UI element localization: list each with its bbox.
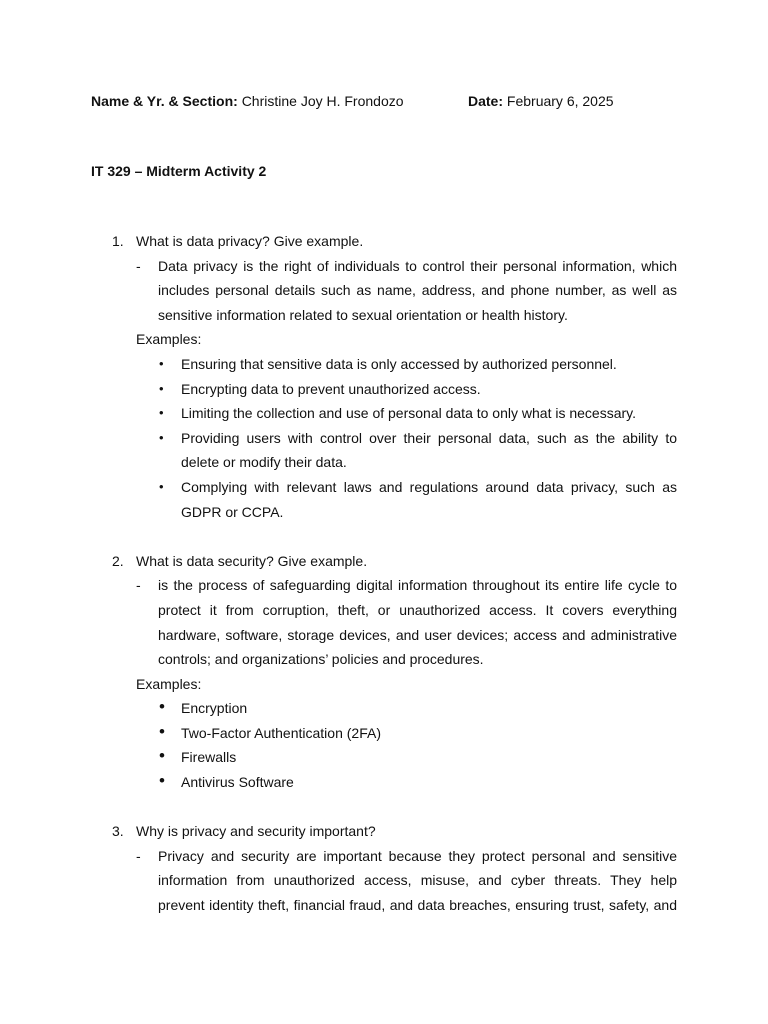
date-label: Date: (468, 93, 504, 109)
bullet-icon: • (159, 697, 165, 717)
answer-text: is the process of safeguarding digital information throughout its entire life cycle to protect it from corruption, theft, or unauthorized access. It covers everything hardware, software, storage devices, and user devices; access and administrative controls; and organizations’ policies and procedures. (158, 577, 677, 668)
example-text: Encryption (181, 700, 248, 717)
example-text: Two-Factor Authentication (2FA) (181, 724, 381, 741)
date-line (468, 92, 614, 110)
answer-text: Data privacy is the right of individuals to control their personal information, which includes personal details such as name, address, and phone number, as well as sensitive information related to sexual orientation or health history. (158, 257, 677, 323)
question-text: What is data privacy? Give example. (136, 233, 364, 249)
spacer (0, 795, 768, 820)
example-text: Firewalls (181, 749, 237, 766)
example-text: Encrypting data to prevent unauthorized access. (181, 380, 481, 397)
examples-label: Examples: (136, 331, 202, 348)
example-text: Ensuring that sensitive data is only accessed by authorized personnel. (181, 355, 617, 372)
question-text: What is data security? Give example. (136, 552, 368, 569)
name-section-line (91, 92, 404, 110)
question-number: 1. (112, 233, 124, 249)
bullet-icon: • (159, 771, 165, 791)
answer-3 (136, 844, 677, 918)
list-item (159, 721, 677, 746)
name-section-value: Christine Joy H. Frondozo (241, 93, 404, 109)
examples-list-2 (0, 696, 768, 794)
list-item (159, 377, 677, 402)
question-number: 2. (112, 552, 124, 569)
list-item (159, 745, 677, 770)
list-item (159, 770, 677, 795)
answer-2 (136, 573, 677, 671)
bullet-icon: • (159, 721, 165, 741)
question-1 (0, 229, 676, 254)
document-header (91, 92, 691, 110)
bullet-icon: • (159, 405, 164, 421)
dash-marker: - (136, 847, 141, 864)
question-3 (0, 819, 676, 844)
question-2 (0, 549, 676, 574)
date-value: February 6, 2025 (506, 93, 614, 109)
example-text: Limiting the collection and use of personal data to only what is necessary. (181, 405, 636, 422)
dash-marker: - (136, 577, 141, 594)
question-text: Why is privacy and security important? (136, 823, 376, 840)
list-item (159, 475, 677, 524)
bullet-icon: • (159, 380, 164, 396)
answer-1 (136, 254, 677, 328)
example-text: Complying with relevant laws and regulations around data privacy, such as GDPR or CCPA. (181, 478, 677, 520)
example-text: Providing users with control over their personal data, such as the ability to delete or modify their data. (181, 429, 677, 471)
spacer (0, 524, 768, 549)
bullet-icon: • (159, 429, 164, 445)
dash-marker: - (136, 257, 141, 274)
question-number: 3. (112, 823, 124, 840)
example-text: Antivirus Software (181, 774, 294, 791)
answer-text: Privacy and security are important because they protect personal and sensitive information from unauthorized access, misuse, and cyber threats. They help prevent identity theft, financial fraud, and data breaches, ensuring trust, safety, and (158, 847, 677, 914)
bullet-icon: • (159, 355, 164, 371)
examples-label: Examples: (136, 675, 202, 692)
bullet-icon: • (159, 746, 165, 766)
activity-title: IT 329 – Midterm Activity 2 (91, 163, 267, 179)
list-item (159, 401, 677, 426)
list-item (159, 696, 677, 721)
examples-list-1 (0, 352, 768, 524)
list-item (159, 352, 677, 377)
questions-list (0, 229, 768, 918)
bullet-icon: • (159, 478, 164, 494)
name-section-label: Name & Yr. & Section: (91, 93, 238, 109)
list-item (159, 426, 677, 475)
